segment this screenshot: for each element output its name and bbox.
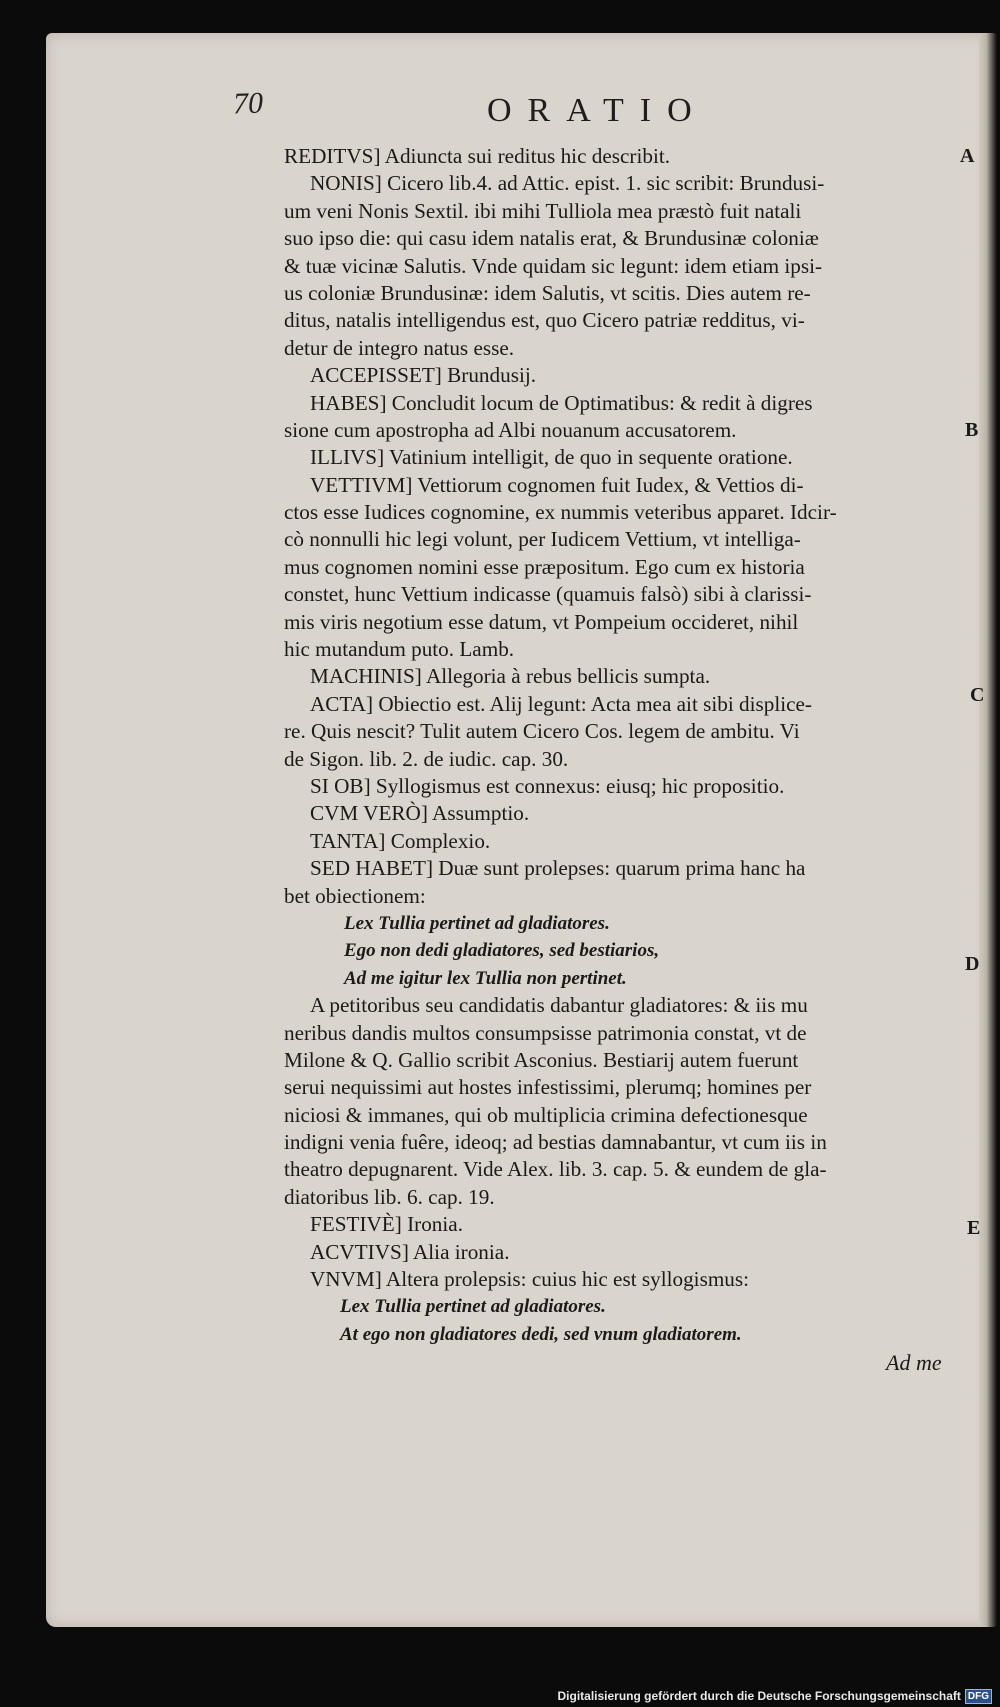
text-line: SI OB] Syllogismus est connexus: eiusq; hic propositio. — [310, 773, 785, 798]
margin-letter-c: C — [970, 684, 985, 706]
text-line: Lex Tullia pertinet ad gladiatores. — [340, 1296, 606, 1318]
text-line: ILLIVS] Vatinium intelligit, de quo in sequente oratione. — [310, 445, 793, 470]
text-line: ACCEPISSET] Brundusij. — [310, 363, 537, 388]
text-line: & tuæ vicinæ Salutis. Vnde quidam sic legunt: idem etiam ipsi- — [284, 253, 823, 278]
text-line: mus cognomen nomini esse præpositum. Ego cum ex historia — [284, 554, 805, 579]
text-line: um veni Nonis Sextil. ibi mihi Tulliola mea præstò fuit natali — [284, 198, 802, 223]
commentary-text — [284, 143, 961, 1348]
margin-letter-b: B — [965, 419, 979, 441]
credit-text: Digitalisierung gefördert durch die Deutsche Forschungsgemeinschaft — [557, 1689, 961, 1703]
text-line: HABES] Concludit locum de Optimatibus: & redit à digres — [310, 390, 813, 415]
text-line: CVM VERÒ] Assumptio. — [310, 801, 530, 826]
text-line: sione cum apostropha ad Albi nouanum accusatorem. — [284, 417, 737, 442]
catchword: Ad me — [886, 1350, 942, 1375]
text-line: niciosi & immanes, qui ob multiplicia crimina defectionesque — [284, 1102, 808, 1127]
text-line: Ego non dedi gladiatores, sed bestiarios, — [344, 940, 660, 962]
page-edge — [979, 33, 997, 1627]
text-line: Milone & Q. Gallio scribit Asconius. Bestiarij autem fuerunt — [284, 1047, 799, 1072]
text-line: At ego non gladiatores dedi, sed vnum gladiatorem. — [340, 1323, 742, 1345]
text-line: constet, hunc Vettium indicasse (quamuis falsò) sibi à clarissi- — [284, 582, 812, 607]
text-line: re. Quis nescit? Tulit autem Cicero Cos. legem de ambitu. Vi — [284, 719, 800, 744]
text-line: hic mutandum puto. Lamb. — [284, 637, 515, 662]
margin-letter-e: E — [967, 1217, 981, 1239]
text-line: diatoribus lib. 6. cap. 19. — [284, 1184, 495, 1209]
text-line: mis viris negotium esse datum, vt Pompeium occideret, nihil — [284, 609, 799, 634]
text-line: cò nonnulli hic legi volunt, per Iudicem Vettium, vt intelliga- — [284, 527, 801, 552]
text-line: VNVM] Altera prolepsis: cuius hic est syllogismus: — [310, 1267, 750, 1292]
text-line: us coloniæ Brundusinæ: idem Salutis, vt scitis. Dies autem re- — [284, 280, 811, 305]
text-line: ditus, natalis intelligendus est, quo Cicero patriæ redditus, vi- — [284, 308, 805, 333]
text-line: Lex Tullia pertinet ad gladiatores. — [344, 912, 610, 934]
dfg-logo: DFG — [965, 1689, 992, 1704]
text-line: indigni venia fuêre, ideoq; ad bestias damnabantur, vt cum iis in — [284, 1130, 827, 1155]
text-line: VETTIVM] Vettiorum cognomen fuit Iudex, & Vettios di- — [310, 472, 804, 497]
text-line: detur de integro natus esse. — [284, 335, 515, 360]
text-line: NONIS] Cicero lib.4. ad Attic. epist. 1. sic scribit: Brundusi- — [310, 171, 825, 196]
text-line: MACHINIS] Allegoria à rebus bellicis sumpta. — [310, 664, 711, 689]
text-line: ACTA] Obiectio est. Alij legunt: Acta mea ait sibi displice- — [310, 691, 812, 716]
running-head: ORATIO — [487, 92, 708, 129]
text-line: SED HABET] Duæ sunt prolepses: quarum prima hanc ha — [310, 856, 806, 881]
text-line: suo ipso die: qui casu idem natalis erat, & Brundusinæ coloniæ — [284, 226, 819, 251]
text-line: A petitoribus seu candidatis dabantur gladiatores: & iis mu — [310, 993, 808, 1018]
text-line: bet obiectionem: — [284, 883, 426, 908]
text-line: TANTA] Complexio. — [310, 828, 491, 853]
text-line: ACVTIVS] Alia ironia. — [310, 1239, 510, 1264]
text-line: neribus dandis multos consumpsisse patrimonia constat, vt de — [284, 1020, 807, 1045]
page-number: 70 — [232, 86, 264, 121]
text-line: ctos esse Iudices cognomine, ex nummis veteribus apparet. Idcir- — [284, 500, 837, 525]
margin-letter-d: D — [965, 953, 980, 975]
text-line: FESTIVÈ] Ironia. — [310, 1212, 463, 1237]
text-line: theatro depugnarent. Vide Alex. lib. 3. cap. 5. & eundem de gla- — [284, 1157, 827, 1182]
text-line: Ad me igitur lex Tullia non pertinet. — [344, 967, 627, 989]
digitization-credit — [0, 1686, 992, 1706]
text-line: serui nequissimi aut hostes infestissimi, plerumq; homines per — [284, 1075, 812, 1100]
text-line: de Sigon. lib. 2. de iudic. cap. 30. — [284, 746, 569, 771]
text-line: REDITVS] Adiuncta sui reditus hic describit. — [284, 144, 671, 168]
margin-letter-a: A — [960, 145, 975, 167]
